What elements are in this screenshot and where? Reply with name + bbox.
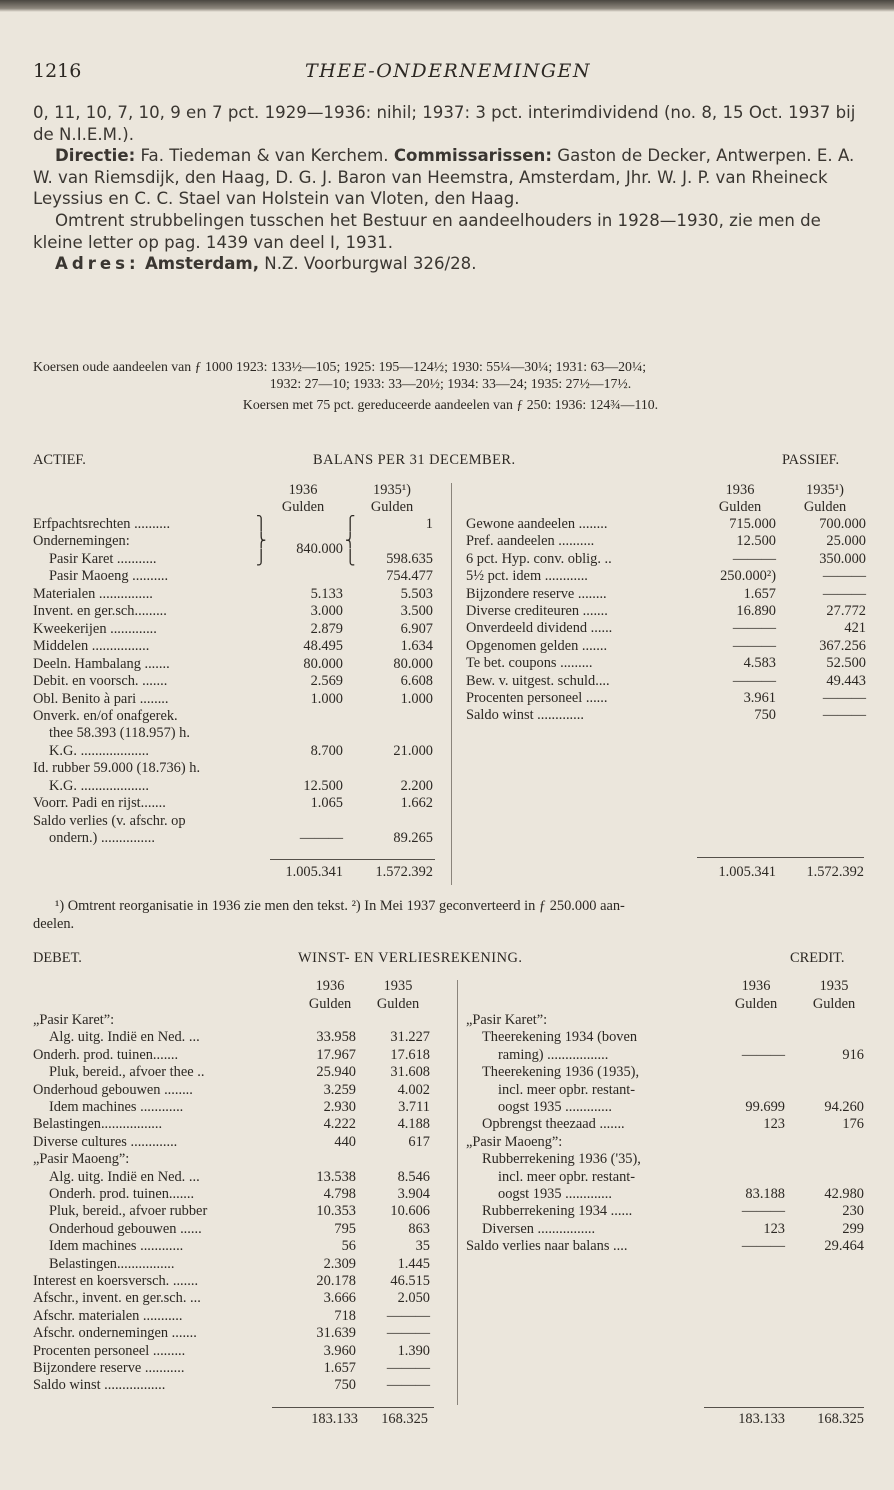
address-line — [33, 253, 863, 275]
credit-row-1935: 916 — [842, 1046, 864, 1063]
debet-row-1936: 4.222 — [323, 1116, 356, 1133]
debet-row-label: Afschr. ondernemingen ....... — [33, 1325, 197, 1342]
debet-row-1935: 17.618 — [390, 1046, 430, 1063]
passief-row-1935: 367.256 — [819, 637, 866, 654]
brace-left: ⎫ ⎬ ⎭ — [256, 517, 267, 566]
actief-row-1936: 2.569 — [310, 673, 343, 690]
credit-row-1935: 176 — [842, 1116, 864, 1133]
brace-right: ⎧ ⎨ ⎩ — [345, 517, 356, 566]
address-label: Adres: — [55, 254, 140, 274]
debet-row-1936: 1.657 — [323, 1360, 356, 1376]
passief-row-1936: 250.000²) — [720, 568, 776, 585]
page-header — [33, 60, 863, 86]
credit-row-1936: 83.188 — [745, 1186, 785, 1202]
debet-col-1935: 1935 — [383, 978, 413, 994]
credit-header: CREDIT. — [790, 950, 845, 966]
debet-row-1935: 46.515 — [390, 1273, 430, 1289]
passief-row-1935: ——— — [822, 690, 866, 706]
debet-row-label: Alg. uitg. Indië en Ned. ... — [49, 1168, 200, 1185]
debet-unit-1935: Gulden — [376, 996, 420, 1012]
credit-row-label: raming) ................. — [498, 1046, 609, 1063]
credit-row-1935: 94.260 — [824, 1099, 864, 1115]
debet-row-label: Afschr. materialen ........... — [33, 1307, 183, 1324]
passief-row-1935: 421 — [844, 620, 866, 637]
actief-row-1936: ——— — [299, 830, 343, 847]
actief-row-1935: 89.265 — [393, 830, 433, 847]
debet-row-1936: 3.666 — [323, 1290, 356, 1307]
credit-row-label: incl. meer opbr. restant- — [498, 1081, 636, 1098]
actief-row-1936: 840.000 — [296, 541, 343, 557]
debet-row-label: Saldo winst ................. — [33, 1377, 166, 1394]
credit-total-1936: 183.133 — [738, 1411, 785, 1427]
passief-row-1935: ——— — [822, 707, 866, 724]
credit-row-label: Theerekening 1936 (1935), — [482, 1064, 640, 1081]
running-title: THEE-ONDERNEMINGEN — [304, 60, 592, 82]
passief-total-1935: 1.572.392 — [806, 864, 864, 880]
actief-row-label: Voorr. Padi en rijst....... — [33, 795, 166, 812]
debet-row-1936: 4.798 — [323, 1186, 356, 1202]
actief-row-1935: 598.635 — [386, 550, 433, 567]
koersen-line-3: Koersen met 75 pct. gereduceerde aandeelen van ƒ 250: 1936: 124¾—110. — [242, 397, 659, 412]
passief-row-1935: 27.772 — [826, 603, 866, 619]
actief-row-label: Obl. Benito à pari ........ — [33, 690, 169, 707]
actief-total-1936: 1.005.341 — [285, 864, 343, 880]
passief-row-1936: 1.657 — [743, 585, 776, 602]
actief-row-label: Pasir Maoeng .......... — [49, 568, 169, 585]
passief-unit-1935: Gulden — [803, 499, 847, 515]
debet-unit-1936: Gulden — [308, 996, 352, 1012]
actief-row-1936: 12.500 — [303, 777, 343, 794]
passief-total-1936: 1.005.341 — [718, 864, 776, 880]
actief-row-1935: 1.662 — [400, 795, 433, 812]
passief-row-1935: 49.443 — [826, 672, 866, 689]
dispute-note: Omtrent strubbelingen tusschen het Bestuur en aandeelhouders in 1928—1930, zie men de kleine letter op pag. 1439 van deel I, 1931. — [33, 210, 821, 252]
passief-header: PASSIEF. — [782, 452, 840, 468]
debet-row-label: Onderh. prod. tuinen....... — [49, 1186, 195, 1202]
debet-row-1936: 440 — [334, 1133, 356, 1150]
passief-row-label: Opgenomen gelden ....... — [466, 637, 608, 654]
share-price-history — [33, 358, 868, 413]
actief-total-1935: 1.572.392 — [375, 864, 433, 880]
actief-row-label: Pasir Karet ........... — [49, 550, 157, 567]
actief-row-label: Saldo verlies (v. afschr. op — [33, 812, 186, 829]
actief-row-1935: 80.000 — [393, 655, 433, 672]
passief-row-1935: 25.000 — [826, 533, 866, 550]
balance-divider — [451, 483, 452, 885]
directie-label: Directie: — [55, 146, 136, 166]
debet-col-1936: 1936 — [315, 978, 345, 994]
debet-row-1935: 4.188 — [397, 1116, 430, 1133]
credit-col-1935: 1935 — [819, 978, 849, 994]
koersen-line-2: 1932: 27—10; 1933: 33—20½; 1934: 33—24; 1935: 27½—17½. — [269, 376, 632, 391]
passief-row-label: Gewone aandeelen ........ — [466, 516, 608, 532]
actief-row-1936: 1.000 — [310, 690, 343, 707]
debet-row-1935: ——— — [386, 1360, 430, 1376]
actief-row-label: Ondernemingen: — [33, 533, 130, 550]
address-text: N.Z. Voorburgwal 326/28. — [264, 254, 477, 274]
debet-row-1936: 13.538 — [316, 1168, 356, 1185]
debet-row-1935: 3.904 — [397, 1186, 430, 1202]
debet-row-1936: 33.958 — [316, 1029, 356, 1046]
passief-col-1936: 1936 — [725, 482, 755, 498]
actief-row-1935: 1 — [425, 516, 433, 532]
actief-row-label: Invent. en ger.sch......... — [33, 603, 167, 620]
debet-row-label: Bijzondere reserve ........... — [33, 1360, 185, 1376]
debet-row-label: Belastingen................ — [49, 1255, 175, 1272]
credit-row-label: „Pasir Karet”: — [466, 1012, 548, 1028]
credit-row-label: Saldo verlies naar balans .... — [466, 1238, 628, 1255]
actief-row-1935: 5.503 — [400, 585, 433, 602]
credit-row-1936: 99.699 — [745, 1099, 785, 1115]
passief-row-1935: 700.000 — [819, 516, 866, 532]
debet-row-1936: 718 — [334, 1307, 356, 1324]
debet-row-label: Idem machines ............ — [49, 1099, 184, 1115]
debet-total-1935: 168.325 — [381, 1411, 428, 1427]
debet-row-label: Interest en koersversch. ....... — [33, 1273, 199, 1289]
address-city: Amsterdam, — [144, 254, 260, 274]
page-number: 1216 — [33, 60, 82, 82]
debet-row-1936: 56 — [341, 1238, 356, 1255]
actief-header: ACTIEF. — [33, 452, 86, 468]
koersen-line-1: Koersen oude aandeelen van ƒ 1000 1923: 133½—105; 1925: 195—124½; 1930: 55¼—30¼; 1931: 63—20¼; — [33, 359, 647, 374]
passief-row-1935: 52.500 — [826, 655, 866, 672]
actief-row-label: Middelen ................ — [33, 638, 150, 655]
debet-row-1935: 31.608 — [390, 1064, 430, 1081]
debet-row-1936: 20.178 — [316, 1273, 356, 1289]
actief-row-1935: 21.000 — [393, 742, 433, 759]
actief-row-label: Id. rubber 59.000 (18.736) h. — [33, 760, 201, 777]
actief-row-1935: 3.500 — [400, 603, 433, 620]
commissarissen-text: Gaston de Decker, Antwerpen. E. A. W. van Riemsdijk, den Haag, D. G. J. Baron van Heemstra, Amsterdam, Jhr. W. J. P. van Rheineck Leyssius en C. C. Stael van Holstein van Vloten, den Haag. — [33, 146, 855, 209]
credit-row-label: incl. meer opbr. restant- — [498, 1168, 636, 1185]
debet-row-label: „Pasir Maoeng”: — [33, 1151, 130, 1168]
passief-row-label: Te bet. coupons ......... — [466, 655, 593, 672]
debet-row-1936: 750 — [334, 1377, 356, 1394]
credit-row-1935: 42.980 — [824, 1186, 864, 1202]
debet-total-1936: 183.133 — [311, 1411, 358, 1427]
credit-unit-1935: Gulden — [812, 996, 856, 1012]
credit-col-1936: 1936 — [741, 978, 771, 994]
actief-row-1936: 80.000 — [303, 655, 343, 672]
footnote-line-2: deelen. — [33, 915, 75, 932]
credit-row-1936: ——— — [741, 1046, 785, 1063]
passief-col-1935: 1935¹) — [806, 482, 844, 498]
debet-row-label: Diverse cultures ............. — [33, 1133, 178, 1150]
actief-row-label: Onverk. en/of onafgerek. — [33, 707, 178, 724]
debet-row-1936: 17.967 — [316, 1046, 356, 1063]
profit-loss-divider — [457, 980, 458, 1405]
directie-text: Fa. Tiedeman & van Kerchem. — [140, 146, 389, 166]
passief-row-label: Pref. aandeelen .......... — [466, 533, 595, 550]
debet-row-label: Alg. uitg. Indië en Ned. ... — [49, 1029, 200, 1046]
debet-row-label: Pluk, bereid., afvoer rubber — [49, 1203, 208, 1220]
actief-row-1936: 3.000 — [310, 603, 343, 620]
actief-row-label: Erfpachtsrechten .......... — [33, 516, 171, 532]
credit-row-label: Theerekening 1934 (boven — [482, 1029, 638, 1046]
passief-row-1936: 12.500 — [736, 533, 776, 550]
balance-footnotes — [33, 898, 868, 933]
passief-row-label: Diverse crediteuren ....... — [466, 603, 608, 619]
debet-row-label: Belastingen................. — [33, 1116, 163, 1133]
passief-row-1935: ——— — [822, 585, 866, 602]
debet-row-1936: 31.639 — [316, 1325, 356, 1342]
actief-col-1936: 1936 — [288, 482, 318, 498]
passief-row-1936: ——— — [732, 550, 776, 567]
actief-row-label: Kweekerijen ............. — [33, 620, 157, 637]
actief-col-1935: 1935¹) — [373, 482, 411, 498]
actief-row-label: Debit. en voorsch. ....... — [33, 673, 168, 690]
debet-row-1935: 3.711 — [398, 1099, 430, 1115]
footnote-line-1: ¹) Omtrent reorganisatie in 1936 zie men den tekst. ²) In Mei 1937 geconverteerd in ƒ 250.000 aan- — [55, 898, 625, 914]
passief-row-label: Onverdeeld dividend ...... — [466, 620, 613, 637]
debet-row-1935: 10.606 — [390, 1203, 430, 1220]
debet-row-1935: ——— — [386, 1307, 430, 1324]
passief-row-1936: 750 — [754, 707, 776, 724]
debet-row-label: Procenten personeel ......... — [33, 1342, 186, 1359]
actief-row-label: K.G. ................... — [49, 777, 149, 794]
debet-row-label: Onderh. prod. tuinen....... — [33, 1046, 179, 1063]
debet-row-1936: 2.930 — [323, 1099, 356, 1115]
credit-row-1936: ——— — [741, 1238, 785, 1255]
passief-total-rule — [697, 857, 864, 858]
debet-row-1935: 4.002 — [397, 1081, 430, 1098]
actief-row-1936: 48.495 — [303, 638, 343, 655]
dividend-history: 0, 11, 10, 7, 10, 9 en 7 pct. 1929—1936: nihil; 1937: 3 pct. interimdividend (no. 8, 15 Oct. 1937 bij de N.I.E.M.). — [33, 103, 856, 144]
actief-row-1935: 6.608 — [400, 673, 433, 690]
debet-total-rule — [272, 1407, 434, 1408]
actief-row-label: ondern.) ............... — [49, 830, 155, 847]
actief-row-1936: 1.065 — [310, 795, 343, 812]
actief-row-1936: 2.879 — [310, 620, 343, 637]
credit-row-label: oogst 1935 ............. — [498, 1099, 612, 1115]
passief-row-1936: 16.890 — [736, 603, 776, 619]
debet-row-label: Afschr., invent. en ger.sch. ... — [33, 1290, 201, 1307]
actief-row-1935: 2.200 — [400, 777, 433, 794]
actief-row-1936: 5.133 — [310, 585, 343, 602]
passief-row-1936: 715.000 — [729, 516, 776, 532]
balance-title: BALANS PER 31 DECEMBER. — [313, 452, 516, 468]
actief-unit-1936: Gulden — [281, 499, 325, 515]
passief-row-1936: ——— — [732, 672, 776, 689]
debet-row-label: Onderhoud gebouwen ........ — [33, 1081, 193, 1098]
credit-row-label: Diversen ................ — [482, 1220, 596, 1237]
debet-row-1935: 31.227 — [390, 1029, 430, 1046]
debet-row-label: „Pasir Karet”: — [33, 1012, 115, 1028]
passief-row-1936: 4.583 — [743, 655, 776, 672]
credit-total-1935: 168.325 — [817, 1411, 864, 1427]
credit-row-label: „Pasir Maoeng”: — [466, 1133, 563, 1150]
actief-row-1936: 8.700 — [310, 742, 343, 759]
credit-unit-1936: Gulden — [734, 996, 778, 1012]
actief-row-label: K.G. ................... — [49, 742, 149, 759]
debet-row-1935: ——— — [386, 1325, 430, 1342]
scan-top-edge — [0, 0, 894, 12]
credit-row-label: Rubberrekening 1936 ('35), — [482, 1151, 641, 1168]
credit-row-1935: 29.464 — [824, 1238, 864, 1255]
debet-row-1935: 1.390 — [397, 1342, 430, 1359]
profit-loss-title: WINST- EN VERLIESREKENING. — [298, 950, 523, 966]
debet-row-label: Onderhoud gebouwen ...... — [49, 1220, 202, 1237]
passief-row-1936: 3.961 — [743, 690, 776, 706]
passief-row-1936: ——— — [732, 637, 776, 654]
management-paragraph — [33, 145, 863, 210]
debet-row-1935: 617 — [408, 1133, 430, 1150]
debet-row-label: Idem machines ............ — [49, 1238, 184, 1255]
passief-row-label: Procenten personeel ...... — [466, 690, 608, 706]
credit-row-1936: 123 — [763, 1116, 785, 1133]
debet-row-1936: 10.353 — [316, 1203, 356, 1220]
passief-row-label: Saldo winst ............. — [466, 707, 584, 724]
credit-row-label: Opbrengst theezaad ....... — [482, 1116, 625, 1133]
debet-row-1935: ——— — [386, 1377, 430, 1394]
actief-row-1935: 1.000 — [400, 690, 433, 707]
debet-row-label: Pluk, bereid., afvoer thee .. — [49, 1064, 205, 1081]
debet-row-1935: 8.546 — [397, 1168, 430, 1185]
credit-row-label: oogst 1935 ............. — [498, 1186, 612, 1202]
debet-header: DEBET. — [33, 950, 82, 966]
credit-total-rule — [704, 1407, 864, 1408]
actief-total-rule — [270, 859, 435, 860]
passief-row-1936: ——— — [732, 620, 776, 637]
credit-row-1935: 230 — [842, 1203, 864, 1220]
actief-row-1935: 6.907 — [400, 620, 433, 637]
actief-row-label: thee 58.393 (118.957) h. — [49, 725, 190, 742]
passief-row-1935: 350.000 — [819, 550, 866, 567]
debet-row-1936: 2.309 — [323, 1255, 356, 1272]
passief-row-1935: ——— — [822, 568, 866, 585]
passief-unit-1936: Gulden — [718, 499, 762, 515]
passief-row-label: 6 pct. Hyp. conv. oblig. .. — [466, 550, 612, 567]
passief-row-label: Bijzondere reserve ........ — [466, 585, 607, 602]
debet-row-1936: 795 — [334, 1220, 356, 1237]
passief-row-label: 5½ pct. idem ............ — [466, 568, 588, 585]
credit-row-1936: 123 — [763, 1220, 785, 1237]
actief-row-label: Deeln. Hambalang ....... — [33, 655, 170, 672]
actief-row-1935: 754.477 — [386, 568, 433, 585]
actief-unit-1935: Gulden — [370, 499, 414, 515]
debet-row-1935: 863 — [408, 1220, 430, 1237]
credit-row-label: Rubberrekening 1934 ...... — [482, 1203, 633, 1220]
debet-row-1936: 3.259 — [323, 1081, 356, 1098]
actief-row-label: Materialen ............... — [33, 585, 153, 602]
debet-row-1935: 1.445 — [397, 1255, 430, 1272]
commissarissen-label: Commissarissen: — [393, 146, 553, 166]
passief-row-label: Bew. v. uitgest. schuld.... — [466, 672, 610, 689]
debet-row-1936: 25.940 — [316, 1064, 356, 1081]
actief-row-1935: 1.634 — [400, 638, 433, 655]
debet-row-1936: 3.960 — [323, 1342, 356, 1359]
credit-row-1935: 299 — [842, 1220, 864, 1237]
company-intro — [33, 102, 863, 275]
debet-row-1935: 35 — [415, 1238, 430, 1255]
debet-row-1935: 2.050 — [397, 1290, 430, 1307]
credit-row-1936: ——— — [741, 1203, 785, 1220]
